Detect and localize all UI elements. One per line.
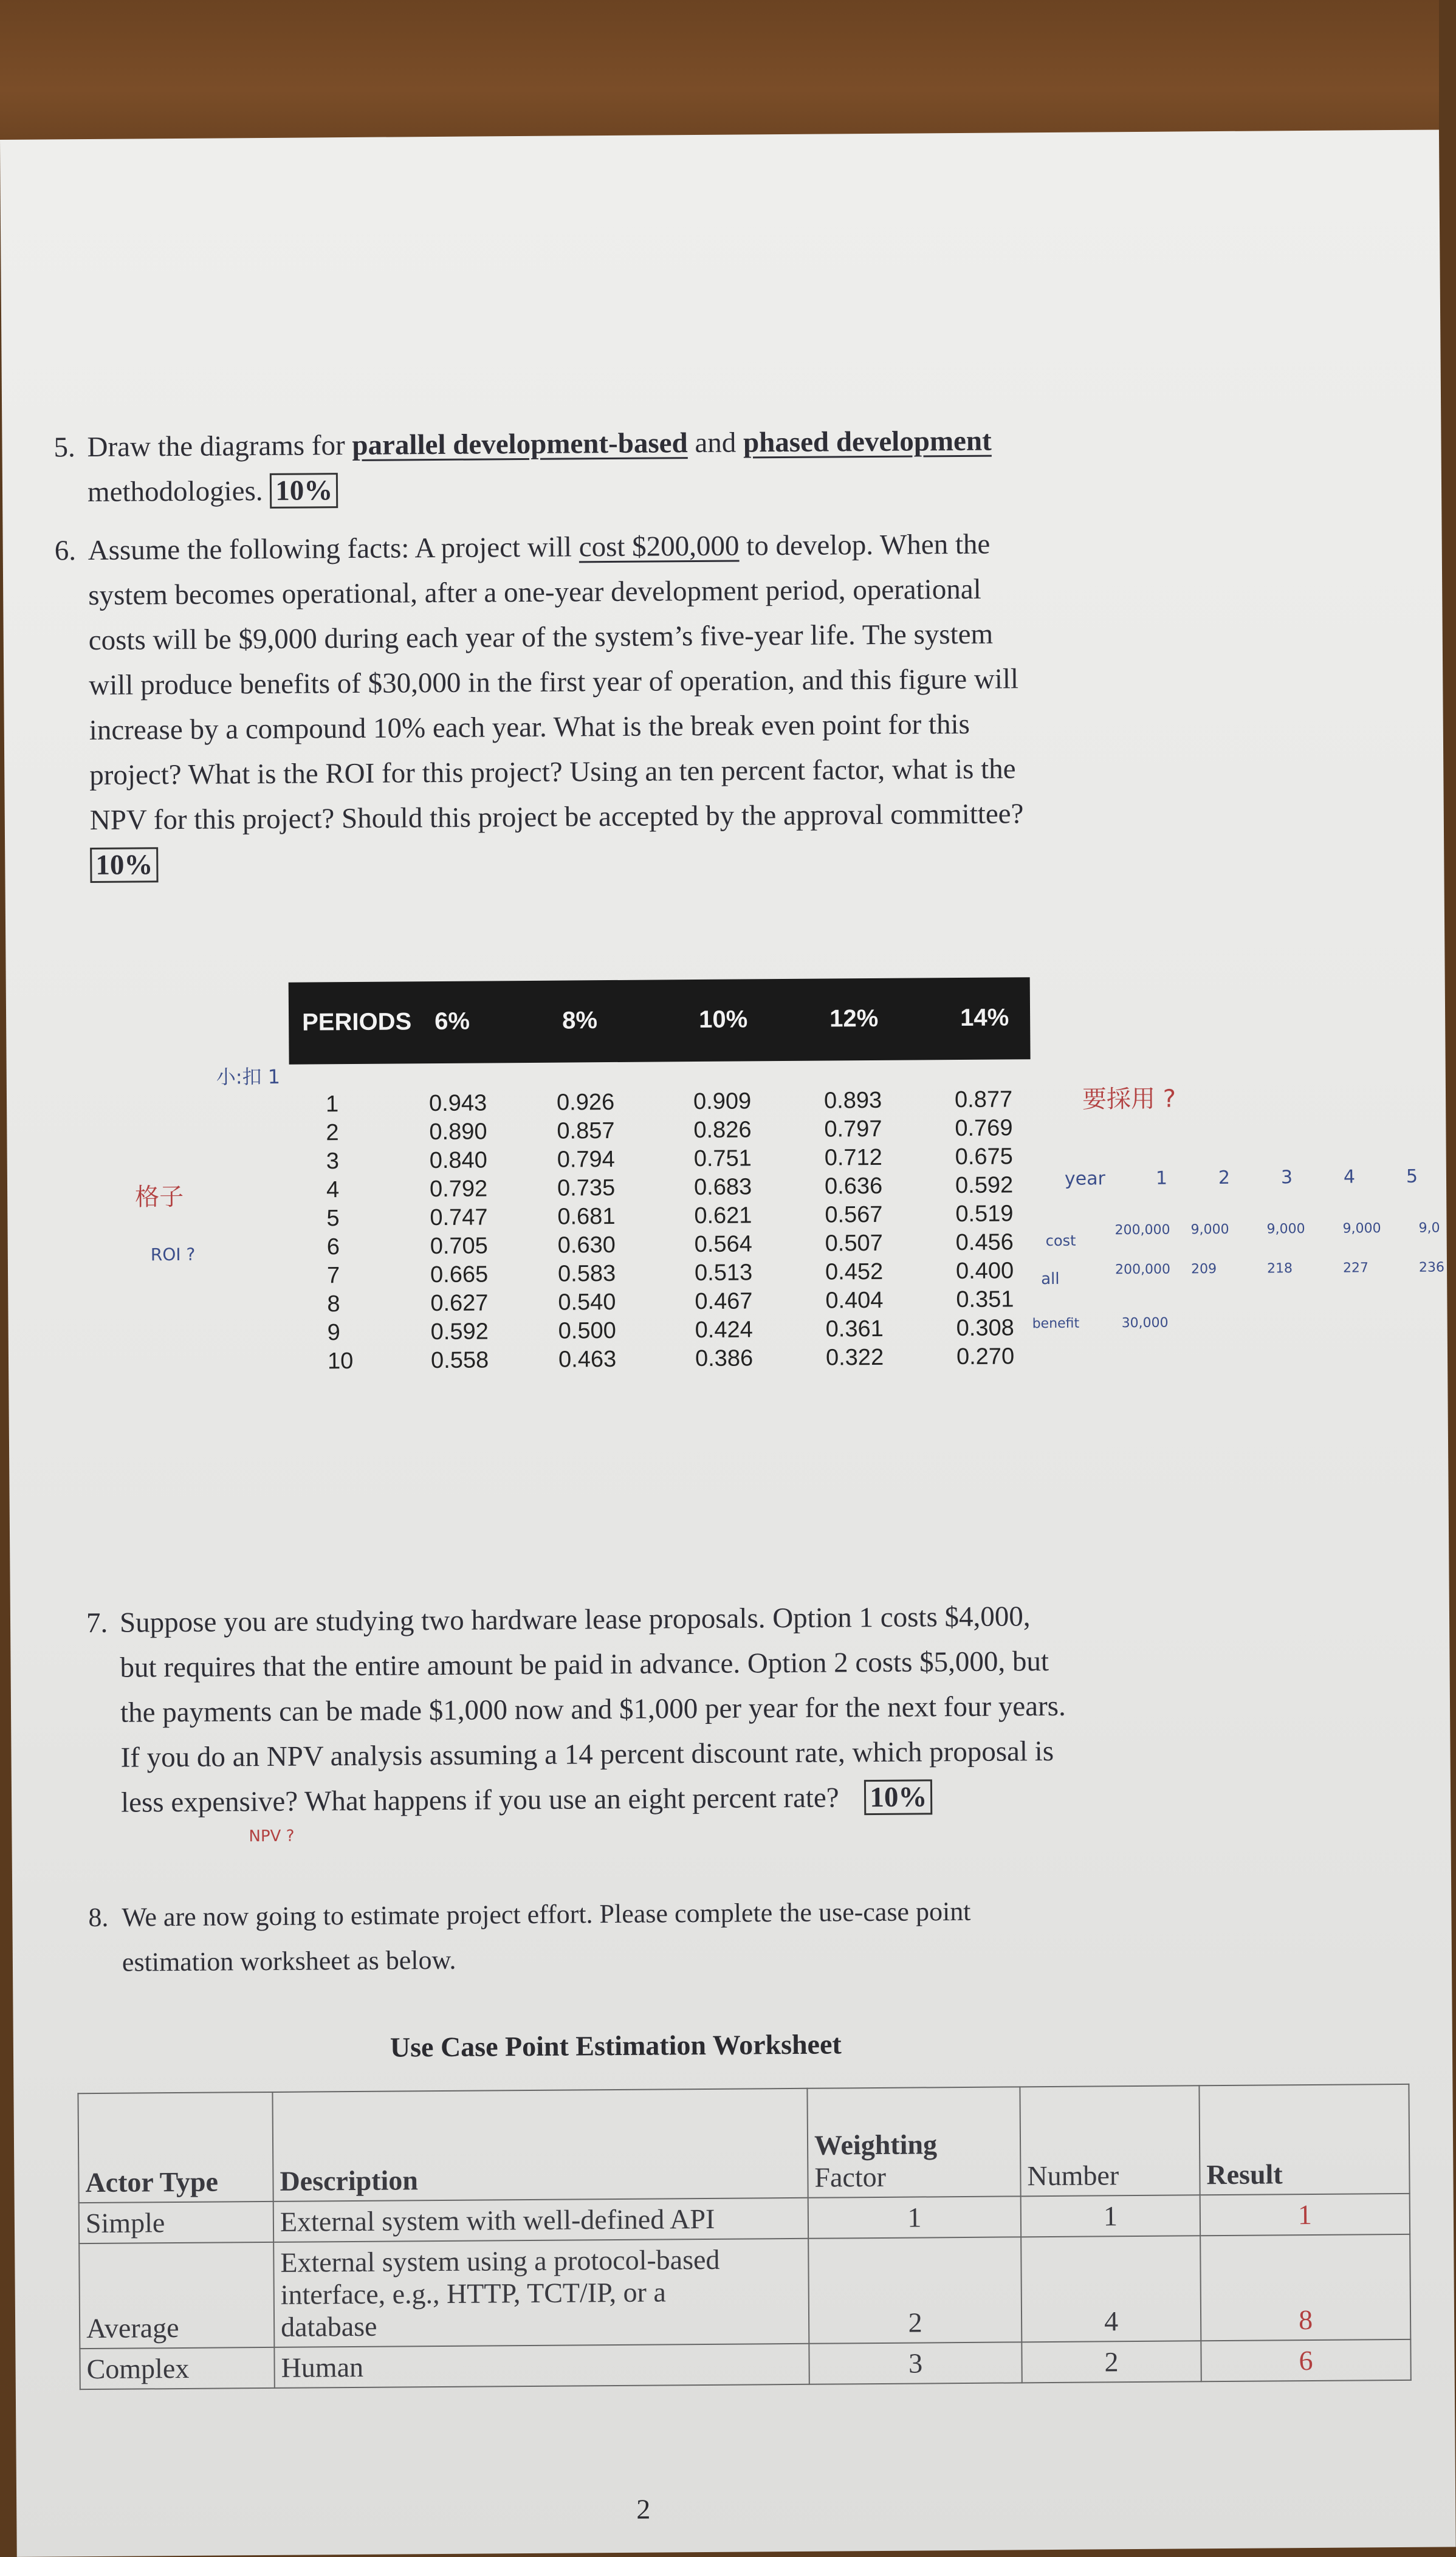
discount-table-row [290, 1144, 1031, 1178]
factor-cell: 0.792 [429, 1176, 488, 1203]
header-number: Number [1020, 2085, 1200, 2196]
question-5-line-2 [88, 461, 1279, 515]
question-6-score: 10% [90, 847, 158, 883]
period-cell: 4 [326, 1177, 340, 1203]
factor-cell: 0.890 [429, 1119, 487, 1145]
discount-table-row [290, 1286, 1032, 1320]
question-5-term-phased: phased development [743, 425, 992, 459]
factor-cell: 0.564 [694, 1231, 752, 1258]
note-npv: NPV ? [249, 1827, 295, 1846]
exam-page [0, 129, 1456, 2556]
period-cell: 2 [326, 1120, 339, 1146]
factor-cell: 0.513 [694, 1260, 753, 1286]
period-cell: 1 [325, 1091, 339, 1117]
note-cost-value: 9,0 [1418, 1220, 1440, 1236]
cell-factor: 1 [808, 2196, 1021, 2238]
note-year: 1 [1155, 1167, 1168, 1189]
factor-cell: 0.665 [430, 1261, 489, 1288]
discount-factor-table [289, 977, 1033, 1378]
question-5-term-parallel: parallel development-based [352, 427, 688, 461]
note-year: 5 [1406, 1165, 1418, 1187]
header-12pct: 12% [829, 1004, 879, 1032]
factor-cell: 0.592 [955, 1172, 1014, 1199]
header-periods: PERIODS [301, 1008, 412, 1036]
cell-description [273, 2239, 809, 2347]
factor-cell: 0.797 [824, 1116, 882, 1142]
factor-cell: 0.769 [955, 1115, 1013, 1142]
worksheet-title: Use Case Point Estimation Worksheet [390, 2028, 842, 2063]
period-cell: 10 [327, 1348, 354, 1375]
question-6-number: 6. [54, 535, 77, 567]
factor-cell: 0.452 [825, 1258, 884, 1285]
factor-cell: 0.361 [825, 1316, 884, 1342]
factor-cell: 0.558 [430, 1347, 489, 1374]
header-factor: Factor [814, 2161, 887, 2193]
question-7-line-4: If you do an NPV analysis assuming a 14 percent discount rate, which proposal is [120, 1735, 1054, 1774]
cell-description: Human [274, 2344, 809, 2388]
factor-cell: 0.463 [558, 1346, 617, 1373]
note-benefit-value: 30,000 [1121, 1315, 1169, 1331]
note-all-value: 236 [1418, 1260, 1445, 1275]
factor-cell: 0.540 [558, 1289, 616, 1316]
question-7 [86, 1592, 1288, 1825]
cell-number: 4 [1021, 2236, 1201, 2342]
question-6-line-5: increase by a compound 10% each year. What is the break even point for this [89, 708, 970, 746]
factor-cell: 0.735 [557, 1175, 616, 1201]
factor-cell: 0.507 [825, 1230, 883, 1257]
factor-cell: 0.567 [825, 1201, 883, 1228]
worksheet-header-row [78, 2084, 1409, 2203]
factor-cell: 0.909 [693, 1088, 752, 1115]
cell-description-line-2: interface, e.g., HTTP, TCT/IP, or a [280, 2276, 666, 2310]
note-adopt: 要採用 ? [1082, 1085, 1176, 1114]
cell-actor-line-3: Average [86, 2312, 179, 2344]
question-6-line-8 [90, 834, 1281, 888]
factor-cell: 0.308 [956, 1315, 1014, 1342]
discount-table-row [290, 1201, 1031, 1235]
cell-factor: 3 [809, 2342, 1022, 2384]
note-cost-value: 9,000 [1266, 1221, 1305, 1237]
factor-cell: 0.386 [695, 1345, 754, 1372]
note-year: 2 [1218, 1167, 1231, 1189]
period-cell: 5 [326, 1206, 340, 1232]
factor-cell: 0.681 [557, 1203, 616, 1230]
discount-table-row [289, 1086, 1031, 1121]
question-7-line-1: Suppose you are studying two hardware lease proposals. Option 1 costs $4,000, [119, 1601, 1031, 1639]
period-cell: 6 [326, 1234, 340, 1260]
discount-table-row [290, 1229, 1032, 1263]
question-7-number: 7. [86, 1607, 108, 1639]
factor-cell: 0.840 [429, 1147, 487, 1174]
use-case-worksheet [77, 2084, 1411, 2390]
discount-table-row [291, 1344, 1032, 1378]
factor-cell: 0.404 [825, 1287, 884, 1314]
question-5-text-c: methodologies. [87, 475, 263, 509]
discount-table-row [290, 1172, 1031, 1206]
question-7-score: 10% [864, 1779, 932, 1815]
note-all-value: 209 [1190, 1261, 1217, 1277]
note-deduct: 小:扣 1 [216, 1065, 281, 1089]
question-6 [54, 520, 1281, 888]
factor-cell: 0.630 [557, 1232, 616, 1258]
header-14pct: 14% [960, 1004, 1009, 1032]
factor-cell: 0.877 [954, 1086, 1013, 1113]
discount-table-header [289, 977, 1031, 1065]
factor-cell: 0.519 [955, 1201, 1014, 1227]
question-7-line-2: but requires that the entire amount be paid in advance. Option 2 costs $5,000, but [120, 1646, 1049, 1684]
question-6-text-a: Assume the following facts: A project will [88, 531, 579, 567]
header-description: Description [272, 2089, 808, 2202]
cell-factor: 2 [808, 2237, 1022, 2343]
cell-actor: Complex [80, 2347, 274, 2389]
question-6-line-1 [88, 520, 1279, 573]
header-result: Result [1199, 2084, 1409, 2195]
note-all-value: 200,000 [1114, 1261, 1171, 1278]
factor-cell: 0.467 [695, 1288, 753, 1315]
period-cell: 3 [326, 1148, 340, 1175]
note-all-value: 218 [1266, 1261, 1293, 1277]
question-6-line-6: project? What is the ROI for this project? Using an ten percent factor, what is the [89, 753, 1016, 791]
factor-cell: 0.400 [955, 1258, 1014, 1285]
question-8-line-2: estimation worksheet as below. [122, 1944, 456, 1977]
question-6-cost-underlined: cost $200,000 [579, 530, 740, 563]
factor-cell: 0.500 [558, 1317, 616, 1344]
factor-cell: 0.592 [430, 1319, 489, 1345]
question-8-number: 8. [88, 1902, 109, 1933]
factor-cell: 0.621 [694, 1203, 752, 1229]
factor-cell: 0.583 [557, 1260, 616, 1287]
note-cost-value: 9,000 [1342, 1221, 1381, 1237]
header-weighting: Weighting [814, 2129, 938, 2161]
factor-cell: 0.747 [430, 1204, 488, 1231]
header-10pct: 10% [698, 1006, 748, 1034]
question-7-line-5 [121, 1772, 1288, 1825]
factor-cell: 0.893 [823, 1087, 882, 1114]
note-cost-value: 9,000 [1190, 1221, 1229, 1238]
question-8-line-1: We are now going to estimate project effort. Please complete the use-case point [122, 1896, 971, 1932]
note-all-label: all [1041, 1269, 1060, 1289]
factor-cell: 0.424 [695, 1317, 753, 1344]
worksheet-row-complex [80, 2339, 1410, 2389]
header-weighting-factor [807, 2087, 1020, 2197]
note-cost-label: cost [1045, 1232, 1076, 1250]
cell-number: 1 [1021, 2195, 1200, 2237]
factor-cell: 0.322 [825, 1344, 884, 1371]
cell-result: 6 [1201, 2339, 1410, 2381]
question-6-text-b: to develop. When the [739, 528, 991, 562]
question-5-number: 5. [53, 431, 75, 464]
factor-cell: 0.627 [430, 1290, 489, 1317]
note-year-label: year [1064, 1168, 1106, 1190]
question-6-line-7: NPV for this project? Should this project be accepted by the approval committee? [89, 798, 1024, 836]
worksheet-row-average [79, 2234, 1410, 2349]
factor-cell: 0.712 [824, 1144, 882, 1171]
question-5-text-b: and [687, 427, 744, 459]
header-8pct: 8% [561, 1007, 598, 1034]
factor-cell: 0.926 [556, 1089, 615, 1116]
note-year: 4 [1343, 1166, 1356, 1188]
question-7-line-3: the payments can be made $1,000 now and $1,000 per year for the next four years. [120, 1690, 1066, 1729]
page-number: 2 [636, 2493, 651, 2525]
cell-actor: Simple [79, 2202, 273, 2243]
factor-cell: 0.270 [956, 1344, 1015, 1370]
note-grid: 格子 [134, 1182, 184, 1212]
question-8 [88, 1887, 1289, 1985]
note-all-value: 227 [1342, 1260, 1369, 1276]
note-year: 3 [1280, 1167, 1293, 1189]
cell-actor [79, 2242, 274, 2349]
note-cost-value: 200,000 [1114, 1222, 1170, 1238]
period-cell: 7 [326, 1263, 340, 1289]
factor-cell: 0.794 [557, 1146, 615, 1173]
factor-cell: 0.456 [955, 1229, 1014, 1256]
factor-cell: 0.705 [430, 1233, 488, 1260]
question-5-text-a: Draw the diagrams for [87, 429, 352, 464]
discount-table-row [291, 1315, 1032, 1349]
header-6pct: 6% [434, 1007, 470, 1035]
cell-description-line-3: database [280, 2310, 377, 2342]
discount-table-row [289, 1115, 1031, 1149]
period-cell: 9 [327, 1320, 341, 1346]
factor-cell: 0.826 [693, 1117, 752, 1144]
cell-description: External system with well-defined API [273, 2198, 808, 2242]
question-7-text-e: less expensive? What happens if you use an eight percent rate? [120, 1782, 839, 1819]
period-cell: 8 [327, 1291, 340, 1317]
cell-result: 8 [1200, 2234, 1410, 2341]
question-6-line-4: will produce benefits of $30,000 in the first year of operation, and this figure will [89, 663, 1019, 702]
discount-table-rows [289, 1086, 1032, 1378]
note-benefit-label: benefit [1032, 1316, 1080, 1332]
header-actor-type: Actor Type [78, 2092, 273, 2203]
factor-cell: 0.636 [824, 1173, 883, 1200]
factor-cell: 0.675 [955, 1144, 1013, 1170]
factor-cell: 0.751 [693, 1145, 752, 1172]
discount-table-row [290, 1258, 1032, 1292]
question-6-line-2: system becomes operational, after a one-year development period, operational [88, 573, 981, 612]
factor-cell: 0.943 [428, 1090, 487, 1117]
question-5-score: 10% [270, 473, 338, 509]
factor-cell: 0.683 [693, 1174, 752, 1201]
question-5 [53, 416, 1279, 515]
factor-cell: 0.351 [956, 1286, 1014, 1313]
question-6-line-3: costs will be $9,000 during each year of the system’s five-year life. The system [88, 618, 994, 657]
cell-result: 1 [1200, 2194, 1410, 2236]
note-roi: ROI ? [150, 1244, 196, 1265]
cell-number: 2 [1022, 2341, 1201, 2383]
cell-description-line-1: External system using a protocol-based [280, 2243, 720, 2278]
factor-cell: 0.857 [557, 1117, 615, 1144]
question-5-line-1 [87, 416, 1278, 470]
